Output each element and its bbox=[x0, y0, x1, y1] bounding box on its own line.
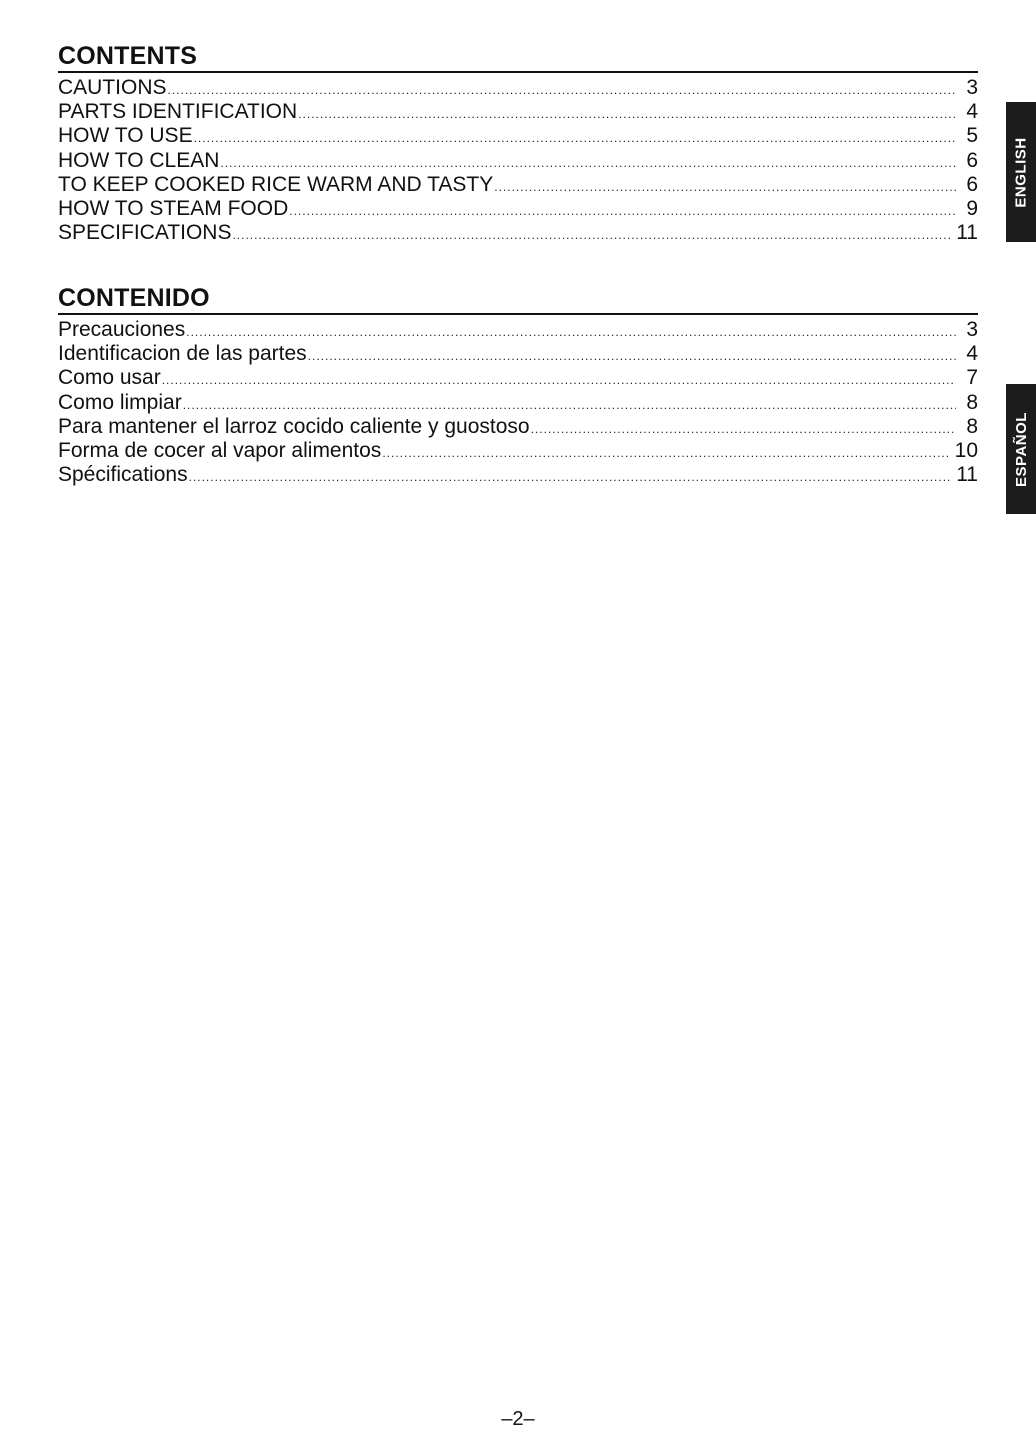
dot-leader bbox=[531, 417, 956, 441]
toc-entry-page: 4 bbox=[966, 100, 978, 124]
contenido-section bbox=[58, 284, 978, 487]
toc-entry-page: 4 bbox=[966, 342, 978, 366]
toc-entry[interactable] bbox=[58, 124, 978, 148]
english-tab-label: ENGLISH bbox=[1012, 136, 1030, 208]
toc-entry-label: Para mantener el larroz cocido caliente y guostoso bbox=[58, 414, 530, 438]
toc-entry-page: 3 bbox=[966, 318, 978, 341]
toc-entry-page: 11 bbox=[956, 221, 978, 245]
toc-entry[interactable] bbox=[58, 366, 978, 390]
toc-entry-page: 10 bbox=[954, 438, 978, 462]
contents-divider bbox=[58, 71, 978, 73]
toc-entry-label: Precauciones bbox=[58, 318, 186, 341]
toc-entry-label: Como limpiar bbox=[58, 390, 182, 414]
toc-entry-label: SPECIFICATIONS bbox=[58, 221, 232, 245]
toc-entry-label: PARTS IDENTIFICATION bbox=[58, 100, 298, 124]
contents-section bbox=[58, 42, 978, 245]
toc-entry-label: Identificacion de las partes bbox=[58, 342, 307, 366]
dot-leader bbox=[308, 344, 956, 368]
toc-entry[interactable] bbox=[58, 197, 978, 221]
espanol-tab-label: ESPAÑOL bbox=[1012, 411, 1030, 487]
toc-entry-label: HOW TO STEAM FOOD bbox=[58, 196, 289, 220]
dot-leader bbox=[189, 465, 953, 489]
toc-entry-page: 6 bbox=[966, 172, 978, 196]
page-number: –2– bbox=[501, 1408, 535, 1430]
toc-entry[interactable] bbox=[58, 76, 978, 100]
toc-entry[interactable] bbox=[58, 415, 978, 439]
dot-leader bbox=[298, 102, 956, 126]
toc-entry-page: 11 bbox=[956, 463, 978, 487]
dot-leader bbox=[289, 199, 956, 223]
toc-entry-page: 8 bbox=[966, 390, 978, 414]
toc-entry-page: 9 bbox=[966, 196, 978, 220]
toc-entry-label: CAUTIONS bbox=[58, 76, 167, 99]
toc-entry[interactable] bbox=[58, 463, 978, 487]
espanol-tab[interactable] bbox=[1006, 384, 1036, 514]
dot-leader bbox=[186, 320, 956, 344]
toc-entry-label: Spécifications bbox=[58, 463, 188, 487]
toc-entry-label: HOW TO USE bbox=[58, 124, 193, 148]
toc-entry[interactable] bbox=[58, 318, 978, 342]
dot-leader bbox=[162, 368, 956, 392]
toc-entry-label: Como usar bbox=[58, 366, 161, 390]
toc-entry[interactable] bbox=[58, 342, 978, 366]
contents-list bbox=[58, 76, 978, 245]
dot-leader bbox=[232, 223, 952, 247]
dot-leader bbox=[220, 151, 956, 175]
english-tab[interactable] bbox=[1006, 102, 1036, 242]
toc-entry[interactable] bbox=[58, 100, 978, 124]
dot-leader bbox=[382, 441, 950, 465]
toc-entry-label: Forma de cocer al vapor alimentos bbox=[58, 438, 382, 462]
toc-entry-page: 5 bbox=[966, 124, 978, 148]
toc-entry-label: HOW TO CLEAN bbox=[58, 148, 220, 172]
toc-entry[interactable] bbox=[58, 439, 978, 463]
toc-entry[interactable] bbox=[58, 221, 978, 245]
toc-entry[interactable] bbox=[58, 149, 978, 173]
toc-entry[interactable] bbox=[58, 173, 978, 197]
toc-entry-page: 7 bbox=[966, 366, 978, 390]
toc-entry-page: 6 bbox=[966, 148, 978, 172]
dot-leader bbox=[194, 126, 956, 150]
toc-entry[interactable] bbox=[58, 391, 978, 415]
dot-leader bbox=[168, 78, 956, 102]
contenido-title: CONTENIDO bbox=[58, 284, 210, 312]
dot-leader bbox=[183, 393, 956, 417]
contenido-list bbox=[58, 318, 978, 487]
toc-entry-page: 3 bbox=[966, 76, 978, 99]
toc-entry-page: 8 bbox=[966, 414, 978, 438]
contenido-divider bbox=[58, 313, 978, 315]
dot-leader bbox=[494, 175, 956, 199]
toc-entry-label: TO KEEP COOKED RICE WARM AND TASTY bbox=[58, 172, 494, 196]
contents-title: CONTENTS bbox=[58, 42, 198, 70]
